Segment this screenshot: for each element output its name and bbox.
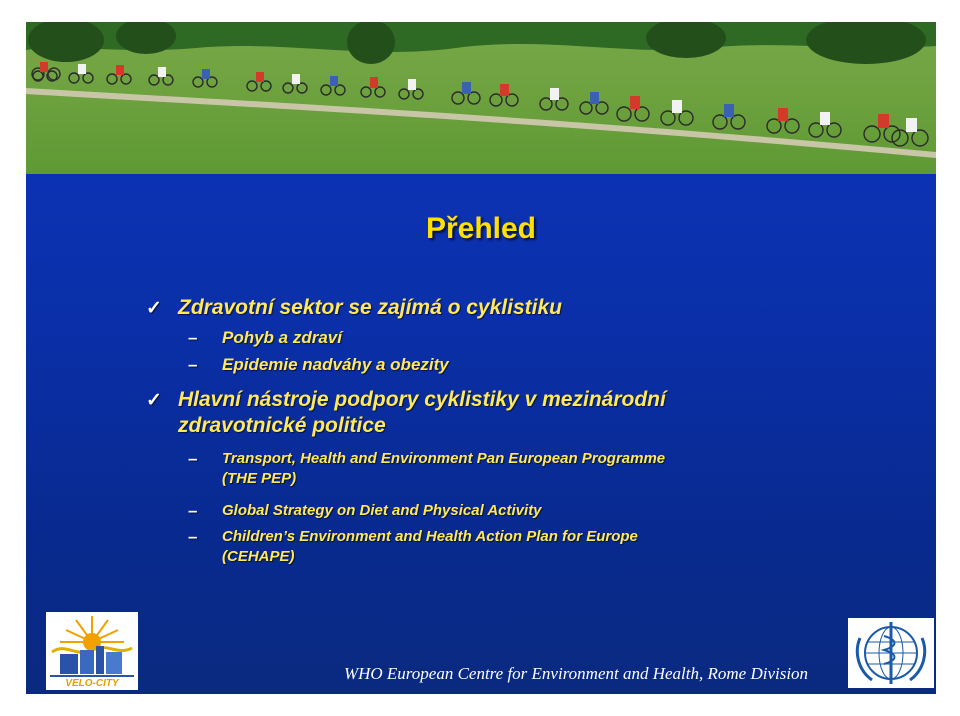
footer-text: WHO European Centre for Environment and Health, Rome Division [343,664,809,683]
cyclists-photo [26,22,936,174]
sub-bullet-text-line2: (CEHAPE) [222,548,295,565]
bullet-text-line1: Hlavní nástroje podpory cyklistiky v mezinárodní [178,388,666,411]
velo-city-logo [46,612,138,690]
bullet-item [144,387,884,439]
sub-bullet-text-line1: Children’s Environment and Health Action Plan for Europe [222,528,638,545]
bullet-item [144,295,884,321]
sub-bullet-text: Pohyb a zdraví [222,328,342,347]
sub-bullet-item [144,527,884,567]
dash-bullet-icon: – [188,449,198,468]
svg-text:VELO-CITY: VELO-CITY [65,678,119,689]
slide [26,22,936,694]
sub-bullet-text-line1: Transport, Health and Environment Pan European Programme [222,450,666,467]
sub-bullet-text: Epidemie nadváhy a obezity [222,355,449,374]
dash-bullet-icon: – [188,527,198,546]
checkmark-icon: ✓ [146,390,162,411]
sub-bullet-item [144,354,884,375]
dash-bullet-icon: – [188,355,198,374]
bullet-text-line2: zdravotnické politice [178,414,386,437]
bullet-list [144,295,884,567]
sub-bullet-item [144,327,884,348]
sub-bullet-item [144,449,884,489]
sub-bullet-text-line2: (THE PEP) [222,470,297,487]
dash-bullet-icon: – [188,501,198,520]
dash-bullet-icon: – [188,328,198,347]
checkmark-icon: ✓ [146,298,162,319]
bullet-text: Zdravotní sektor se zajímá o cyklistiku [178,296,562,319]
sub-bullet-text-line1: Global Strategy on Diet and Physical Activity [222,502,542,519]
sub-bullet-item [144,501,884,521]
slide-title: Přehled [425,212,537,245]
